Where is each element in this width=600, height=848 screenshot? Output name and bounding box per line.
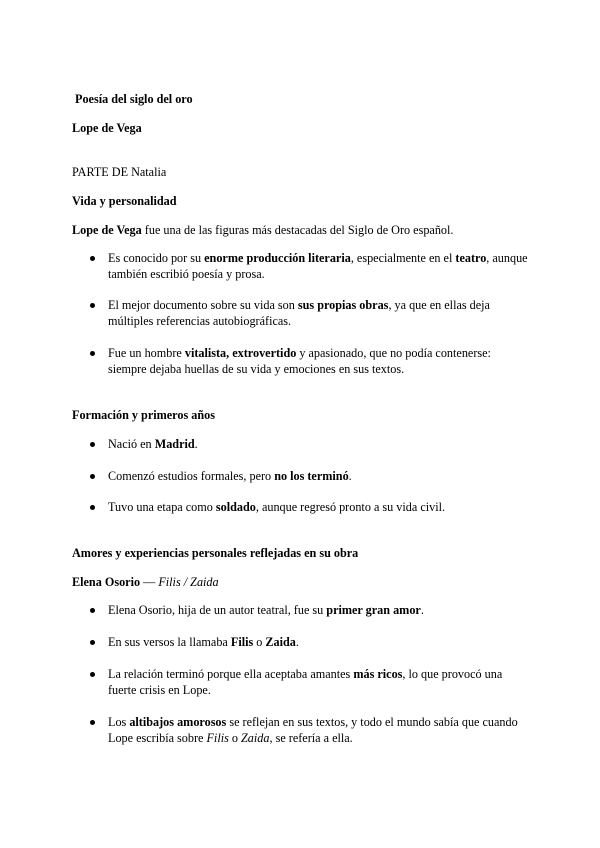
text-run: , especialmente en el	[350, 251, 456, 265]
text-run: —	[140, 575, 159, 589]
text-run: .	[348, 469, 352, 483]
text-run: Nació en	[108, 437, 155, 451]
text-run: El mejor documento sobre su vida son	[108, 298, 298, 312]
text-run-bold: soldado	[215, 500, 256, 514]
text-run: y apasionado, que no podía contenerse:	[296, 346, 491, 360]
text-run: Lope escribía sobre	[108, 731, 207, 745]
bullet-icon	[90, 720, 95, 725]
text-run: .	[194, 437, 198, 451]
list-item-text	[108, 468, 538, 484]
text-run-bold: no los terminó	[274, 469, 349, 483]
subheading-elena	[72, 574, 219, 590]
text-run: , aunque regresó pronto a su vida civil.	[255, 500, 446, 514]
text-run: .	[295, 635, 299, 649]
text-run-italic: Zaida	[241, 731, 270, 745]
text-run: fuerte crisis en Lope.	[108, 683, 211, 697]
part-label: PARTE DE Natalia	[72, 165, 167, 179]
text-run: o	[228, 731, 242, 745]
text-run: Elena Osorio, hija de un autor teatral, fue su	[108, 603, 327, 617]
bullet-icon	[90, 505, 95, 510]
bullet-icon	[90, 474, 95, 479]
text-run-bold: Elena Osorio	[72, 575, 141, 589]
list-item-text	[108, 436, 538, 452]
bullet-icon	[90, 608, 95, 613]
text-run-bold: enorme producción literaria	[204, 251, 351, 265]
text-run-bold: teatro	[455, 251, 487, 265]
document-title: Poesía del siglo del oro	[75, 92, 193, 106]
intro-bold: Lope de Vega	[72, 223, 142, 237]
text-run-bold: primer gran amor	[326, 603, 421, 617]
text-run-bold: más ricos	[353, 667, 403, 681]
intro-paragraph	[72, 222, 453, 238]
text-run: Comenzó estudios formales, pero	[108, 469, 275, 483]
text-run: múltiples referencias autobiográficas.	[108, 314, 292, 328]
section-heading-formacion: Formación y primeros años	[72, 408, 215, 422]
bullet-icon	[90, 256, 95, 261]
list-item-text	[108, 714, 538, 746]
intro-text: fue una de las figuras más destacadas del Siglo de Oro español.	[141, 223, 454, 237]
text-run: Tuvo una etapa como	[108, 500, 216, 514]
list-item-text	[108, 250, 538, 282]
text-run-bold: Zaida	[265, 635, 296, 649]
list-item-text	[108, 634, 538, 650]
text-run: también escribió poesía y prosa.	[108, 267, 265, 281]
text-run-bold: Madrid	[154, 437, 195, 451]
text-run: Los	[108, 715, 130, 729]
author-heading: Lope de Vega	[72, 121, 142, 135]
text-run-bold: vitalista, extrovertido	[184, 346, 297, 360]
bullet-icon	[90, 672, 95, 677]
section-heading-vida: Vida y personalidad	[72, 194, 177, 208]
text-run-bold: altibajos amorosos	[129, 715, 227, 729]
bullet-icon	[90, 640, 95, 645]
bullet-icon	[90, 303, 95, 308]
text-run-bold: Filis	[230, 635, 254, 649]
text-run: La relación terminó porque ella aceptaba amantes	[108, 667, 354, 681]
text-run: se reflejan en sus textos, y todo el mundo sabía que cuando	[226, 715, 518, 729]
list-item-text	[108, 297, 538, 329]
text-run: , se refería a ella.	[269, 731, 353, 745]
text-run: , ya que en ellas deja	[388, 298, 490, 312]
list-item-text	[108, 602, 538, 618]
list-item-text	[108, 499, 538, 515]
text-run-italic: Filis	[206, 731, 229, 745]
text-run: , lo que provocó una	[402, 667, 503, 681]
bullet-icon	[90, 442, 95, 447]
text-run: Fue un hombre	[108, 346, 185, 360]
text-run: o	[253, 635, 266, 649]
text-run: , aunque	[486, 251, 528, 265]
bullet-icon	[90, 351, 95, 356]
section-heading-amores: Amores y experiencias personales reflejadas en su obra	[72, 546, 359, 560]
list-item-text	[108, 666, 538, 698]
list-item-text	[108, 345, 538, 377]
text-run-italic: Filis / Zaida	[158, 575, 219, 589]
text-run-bold: sus propias obras	[297, 298, 389, 312]
text-run: siempre dejaba huellas de su vida y emociones en sus textos.	[108, 362, 405, 376]
text-run: .	[420, 603, 424, 617]
text-run: En sus versos la llamaba	[108, 635, 231, 649]
text-run: Es conocido por su	[108, 251, 205, 265]
